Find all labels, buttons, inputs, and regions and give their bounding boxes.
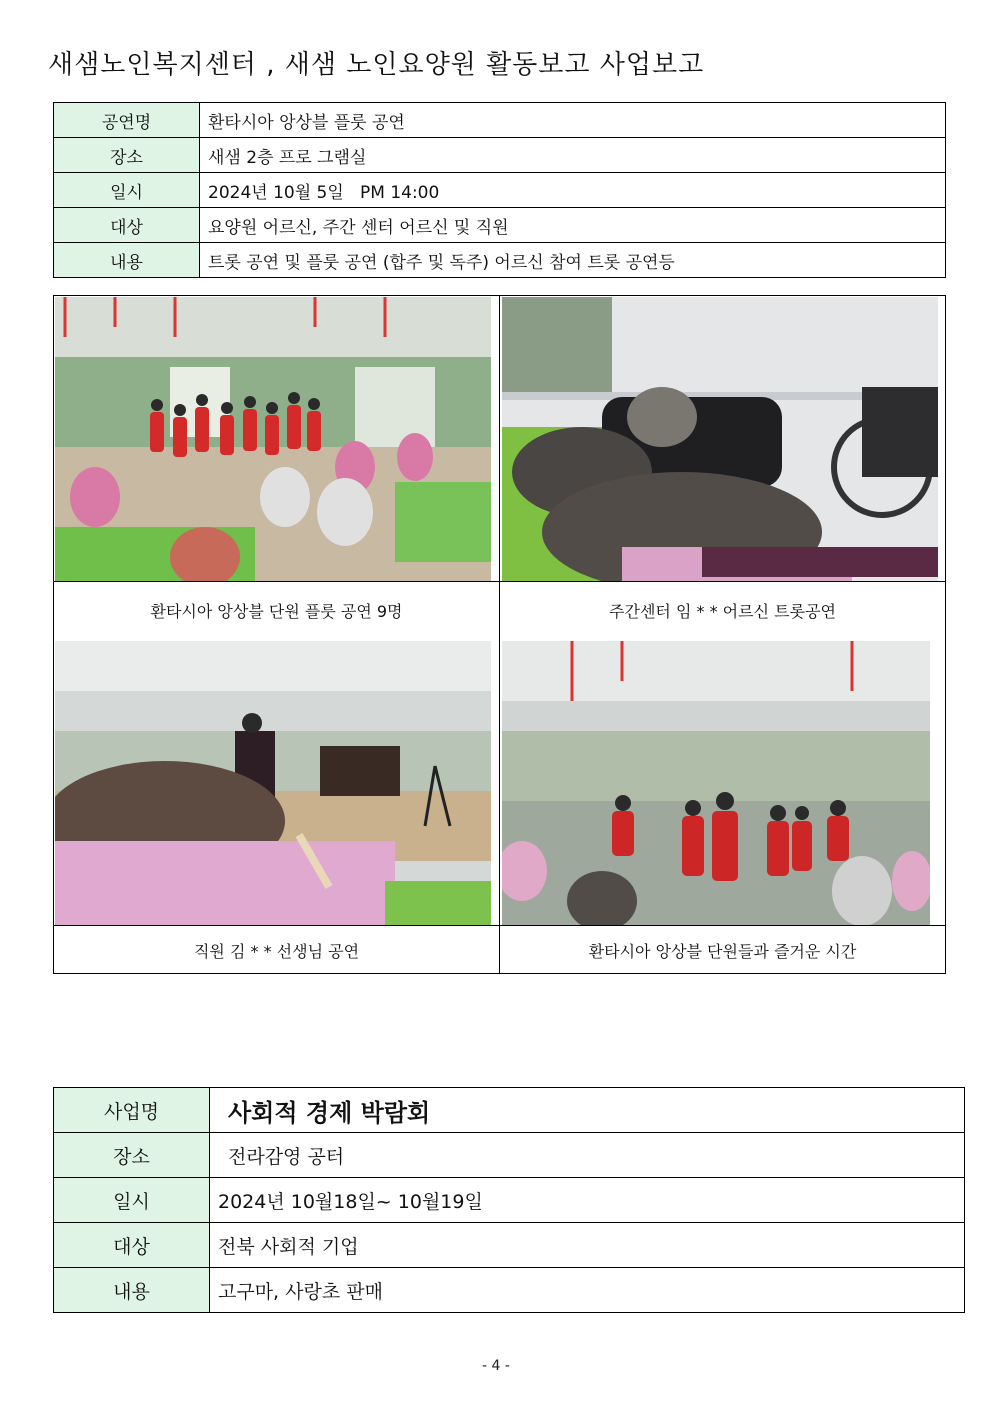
table-row: [54, 208, 946, 243]
grid-divider: [499, 296, 500, 973]
table-row: [54, 1268, 965, 1313]
row-label: 사업명: [54, 1088, 210, 1133]
photo-ensemble-members: [502, 641, 930, 925]
row-label: 대상: [54, 1223, 210, 1268]
row-value: 고구마, 사랑초 판매: [210, 1268, 965, 1313]
table-row: [54, 1133, 965, 1178]
table-row: [54, 243, 946, 278]
row-value: 2024년 10월18일~ 10월19일: [210, 1178, 965, 1223]
row-label: 내용: [54, 1268, 210, 1313]
photo-staff-performance: [55, 641, 491, 925]
row-value: 요양원 어르신, 주간 센터 어르신 및 직원: [200, 208, 946, 243]
table-row: [54, 1088, 965, 1133]
table-row: [54, 1178, 965, 1223]
row-label: 대상: [54, 208, 200, 243]
photo-caption: 주간센터 임 * * 어르신 트롯공연: [500, 581, 945, 638]
page-number: - 4 -: [482, 1358, 510, 1374]
table-row: [54, 173, 946, 208]
row-value: 트롯 공연 및 플룻 공연 (합주 및 독주) 어르신 참여 트롯 공연등: [200, 243, 946, 278]
photo-caption: 환타시아 앙상블 단원 플룻 공연 9명: [54, 581, 499, 638]
row-label: 내용: [54, 243, 200, 278]
photo-caption: 환타시아 앙상블 단원들과 즐거운 시간: [500, 925, 945, 974]
business-info-table: [53, 1087, 965, 1313]
table-row: [54, 1223, 965, 1268]
photo-senior-singing: [502, 297, 938, 581]
row-label: 장소: [54, 138, 200, 173]
row-value: 2024년 10월 5일 PM 14:00: [200, 173, 946, 208]
row-value: 새샘 2층 프로 그램실: [200, 138, 946, 173]
row-value: 환타시아 앙상블 플룻 공연: [200, 103, 946, 138]
performance-info-table: [53, 102, 946, 278]
photo-flute-ensemble: [55, 297, 491, 581]
photo-caption: 직원 김 * * 선생님 공연: [54, 925, 499, 974]
table-row: [54, 138, 946, 173]
row-label: 일시: [54, 173, 200, 208]
row-value: 전라감영 공터: [210, 1133, 965, 1178]
row-value: 전북 사회적 기업: [210, 1223, 965, 1268]
table-row: [54, 103, 946, 138]
row-label: 장소: [54, 1133, 210, 1178]
row-label: 공연명: [54, 103, 200, 138]
row-value: 사회적 경제 박람회: [210, 1088, 965, 1133]
row-label: 일시: [54, 1178, 210, 1223]
photo-grid: [53, 295, 946, 974]
page-title: 새샘노인복지센터 , 새샘 노인요양원 활동보고 사업보고: [48, 50, 705, 80]
